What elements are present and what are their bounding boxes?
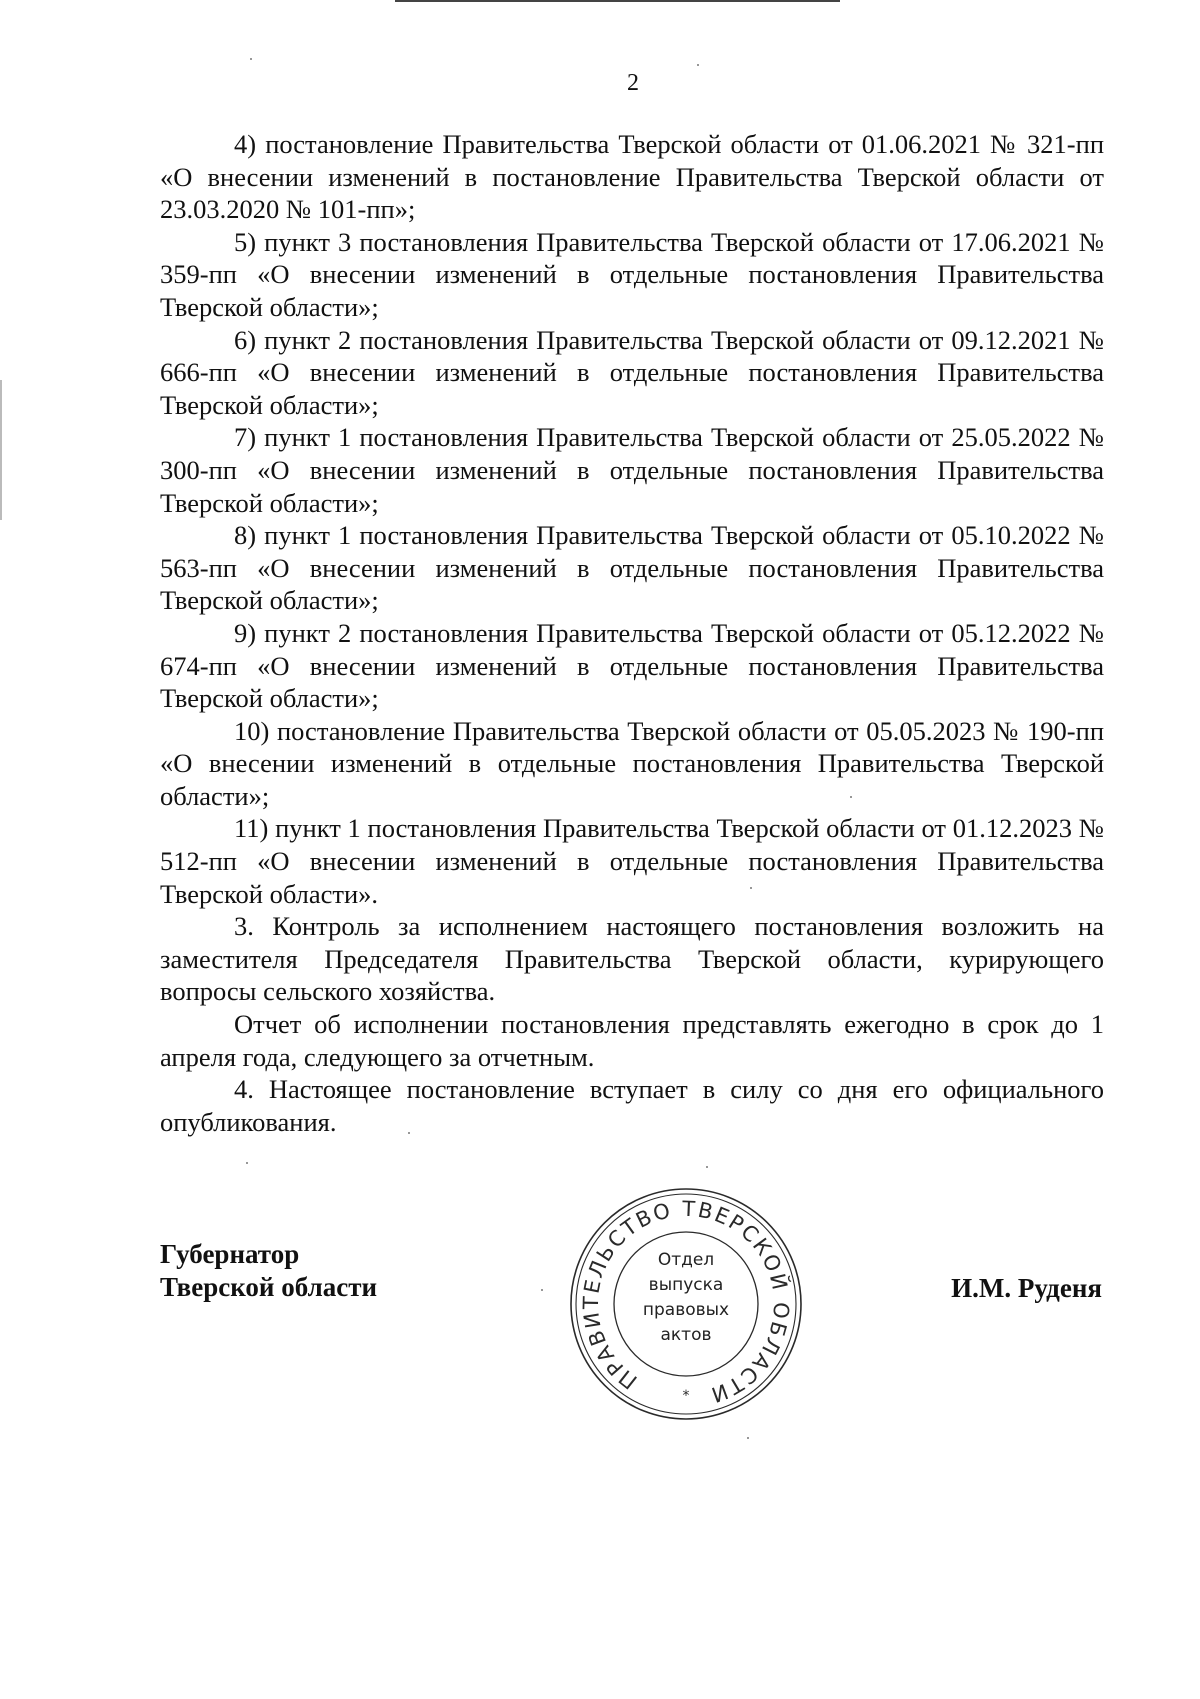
paragraph-clause-4: 4. Настоящее постановление вступает в силу со дня его официального опубликования. xyxy=(160,1074,1104,1137)
paragraph-item-5: 5) пункт 3 постановления Правительства Тверской области от 17.06.2021 № 359-пп «О внесении изменений в отдельные постановления Правительства Тверской области»; xyxy=(160,226,1104,322)
paragraph-item-10: 10) постановление Правительства Тверской области от 05.05.2023 № 190-пп «О внесении изменений в отдельные постановления Правительства Тверской области»; xyxy=(160,715,1104,811)
signatory-name: И.М. Руденя xyxy=(951,1273,1102,1303)
seal-center-text xyxy=(616,1248,756,1348)
scan-speck xyxy=(850,796,852,798)
scan-speck xyxy=(541,1289,543,1291)
paragraph-clause-3: 3. Контроль за исполнением настоящего постановления возложить на заместителя Председателя Правительства Тверской области, курирующего вопросы сельского хозяйства. xyxy=(160,911,1104,1007)
scan-speck xyxy=(408,1132,410,1134)
paragraph-item-7: 7) пункт 1 постановления Правительства Тверской области от 25.05.2022 № 300-пп «О внесении изменений в отдельные постановления Правительства Тверской области»; xyxy=(160,422,1104,518)
paragraph-item-4: 4) постановление Правительства Тверской области от 01.06.2021 № 321-пп «О внесении изменений в постановление Правительства Тверской области от 23.03.2020 № 101-пп»; xyxy=(160,129,1104,225)
paragraph-item-9: 9) пункт 2 постановления Правительства Тверской области от 05.12.2022 № 674-пп «О внесении изменений в отдельные постановления Правительства Тверской области»; xyxy=(160,617,1104,714)
paragraph-item-6: 6) пункт 2 постановления Правительства Тверской области от 09.12.2021 № 666-пп «О внесении изменений в отдельные постановления Правительства Тверской области»; xyxy=(160,324,1104,420)
document-body xyxy=(160,128,1104,1138)
official-seal xyxy=(566,1184,806,1424)
signatory-title-line1: Губернатор xyxy=(160,1239,300,1269)
seal-center-line1: Отдел xyxy=(657,1250,715,1270)
seal-center-line4: актов xyxy=(660,1325,712,1345)
seal-center-line2: выпуска xyxy=(648,1275,724,1295)
scan-speck xyxy=(747,1437,749,1439)
scan-speck xyxy=(250,58,252,60)
paragraph-item-8: 8) пункт 1 постановления Правительства Тверской области от 05.10.2022 № 563-пп «О внесении изменений в отдельные постановления Правительства Тверской области»; xyxy=(160,520,1104,616)
paragraph-report: Отчет об исполнении постановления представлять ежегодно в срок до 1 апреля года, следующего за отчетным. xyxy=(160,1009,1104,1072)
scan-margin-mark xyxy=(0,380,2,520)
scan-speck xyxy=(750,887,752,889)
paragraph-item-11: 11) пункт 1 постановления Правительства Тверской области от 01.12.2023 № 512-пп «О внесении изменений в отдельные постановления Правительства Тверской области». xyxy=(160,813,1104,909)
seal-star: * xyxy=(682,1388,690,1404)
scan-edge-line xyxy=(395,0,840,2)
scan-speck xyxy=(697,64,699,66)
scan-speck xyxy=(246,1162,248,1164)
signatory-title-line2: Тверской области xyxy=(160,1272,378,1302)
signatory-title xyxy=(160,1238,377,1304)
scan-speck xyxy=(706,1166,708,1168)
seal-center-line3: правовых xyxy=(642,1300,730,1320)
page-number: 2 xyxy=(627,70,639,96)
seal-ring-text: ПРАВИТЕЛЬСТВО ТВЕРСКОЙ ОБЛАСТИ xyxy=(578,1196,794,1408)
